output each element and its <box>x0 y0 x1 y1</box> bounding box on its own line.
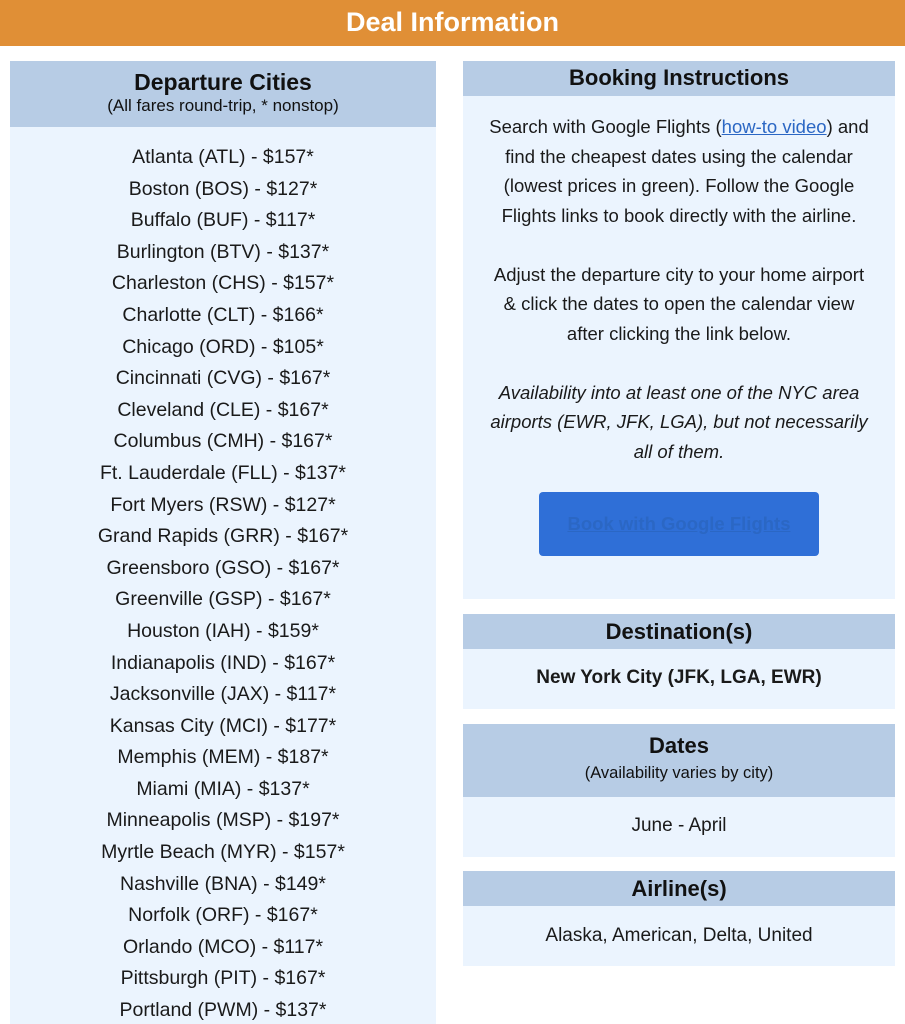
city-item: Charleston (CHS) - $157* <box>111 272 335 295</box>
airlines-panel <box>463 871 895 966</box>
departure-cities-subtitle: (All fares round-trip, * nonstop) <box>107 96 339 115</box>
city-item: Norfolk (ORF) - $167* <box>128 904 318 927</box>
book-with-google-flights-button[interactable]: Book with Google Flights <box>539 492 819 556</box>
city-item: Greenville (GSP) - $167* <box>115 588 331 611</box>
city-item: Boston (BOS) - $127* <box>128 177 318 200</box>
destination-panel <box>463 614 895 709</box>
city-item: Cincinnati (CVG) - $167* <box>115 367 331 390</box>
airlines-body <box>463 906 895 966</box>
city-item: Kansas City (MCI) - $177* <box>109 714 337 737</box>
departure-cities-list <box>10 127 436 1024</box>
booking-paragraph-adjust: Adjust the departure city to your home airport & click the dates to open the calendar view after clicking the link below. <box>493 263 865 344</box>
dates-subtitle: (Availability varies by city) <box>584 764 774 782</box>
city-item: Grand Rapids (GRR) - $167* <box>97 525 349 548</box>
booking-text: ) and find the cheapest dates using the calendar (lowest prices in green). Follow the Google Flights links to book directly with the airline. <box>501 116 869 226</box>
dates-panel <box>463 724 895 857</box>
city-item: Fort Myers (RSW) - $127* <box>110 493 336 516</box>
airlines-value: Alaska, American, Delta, United <box>545 925 813 946</box>
city-item: Atlanta (ATL) - $157* <box>132 146 314 168</box>
city-item: Ft. Lauderdale (FLL) - $137* <box>99 461 347 484</box>
destination-header <box>463 614 895 649</box>
destination-body <box>463 649 895 709</box>
city-item: Buffalo (BUF) - $117* <box>130 209 316 232</box>
how-to-video-link[interactable]: how-to video <box>721 116 827 137</box>
city-item: Cleveland (CLE) - $167* <box>117 398 329 421</box>
city-item: Memphis (MEM) - $187* <box>117 746 329 769</box>
booking-text: Search with Google Flights ( <box>489 116 722 137</box>
city-item: Columbus (CMH) - $167* <box>113 430 333 453</box>
dates-header <box>463 724 895 797</box>
departure-cities-header <box>10 61 436 127</box>
airlines-header <box>463 871 895 906</box>
booking-instructions-header <box>463 61 895 96</box>
city-item: Nashville (BNA) - $149* <box>120 872 326 895</box>
departure-cities-title: Departure Cities <box>134 69 312 95</box>
city-item: Indianapolis (IND) - $167* <box>110 651 336 674</box>
city-item: Chicago (ORD) - $105* <box>122 335 324 358</box>
deal-information-banner <box>0 0 905 46</box>
dates-value: June - April <box>631 815 727 836</box>
city-item: Greensboro (GSO) - $167* <box>106 556 340 579</box>
destination-title: Destination(s) <box>605 619 753 644</box>
departure-cities-panel <box>10 61 436 1024</box>
city-item: Jacksonville (JAX) - $117* <box>109 683 337 706</box>
city-item: Myrtle Beach (MYR) - $157* <box>101 841 345 864</box>
city-item: Miami (MIA) - $137* <box>136 777 310 800</box>
city-item: Orlando (MCO) - $117* <box>122 935 324 958</box>
destination-value: New York City (JFK, LGA, EWR) <box>536 667 822 688</box>
dates-title: Dates <box>649 733 709 758</box>
airlines-title: Airline(s) <box>631 876 727 901</box>
city-item: Portland (PWM) - $137* <box>119 999 327 1022</box>
city-item: Houston (IAH) - $159* <box>127 619 319 642</box>
banner-title: Deal Information <box>345 7 560 37</box>
booking-paragraph-availability: Availability into at least one of the NYC area airports (EWR, JFK, LGA), but not necessarily all of them. <box>490 381 868 462</box>
city-item: Minneapolis (MSP) - $197* <box>106 809 340 832</box>
booking-instructions-panel <box>463 61 895 599</box>
city-item: Burlington (BTV) - $137* <box>116 240 330 263</box>
booking-instructions-body <box>463 96 895 599</box>
booking-paragraph-search <box>487 112 871 230</box>
dates-body <box>463 797 895 857</box>
city-item: Pittsburgh (PIT) - $167* <box>120 967 326 990</box>
booking-instructions-title: Booking Instructions <box>569 65 789 90</box>
city-item: Charlotte (CLT) - $166* <box>122 303 324 326</box>
